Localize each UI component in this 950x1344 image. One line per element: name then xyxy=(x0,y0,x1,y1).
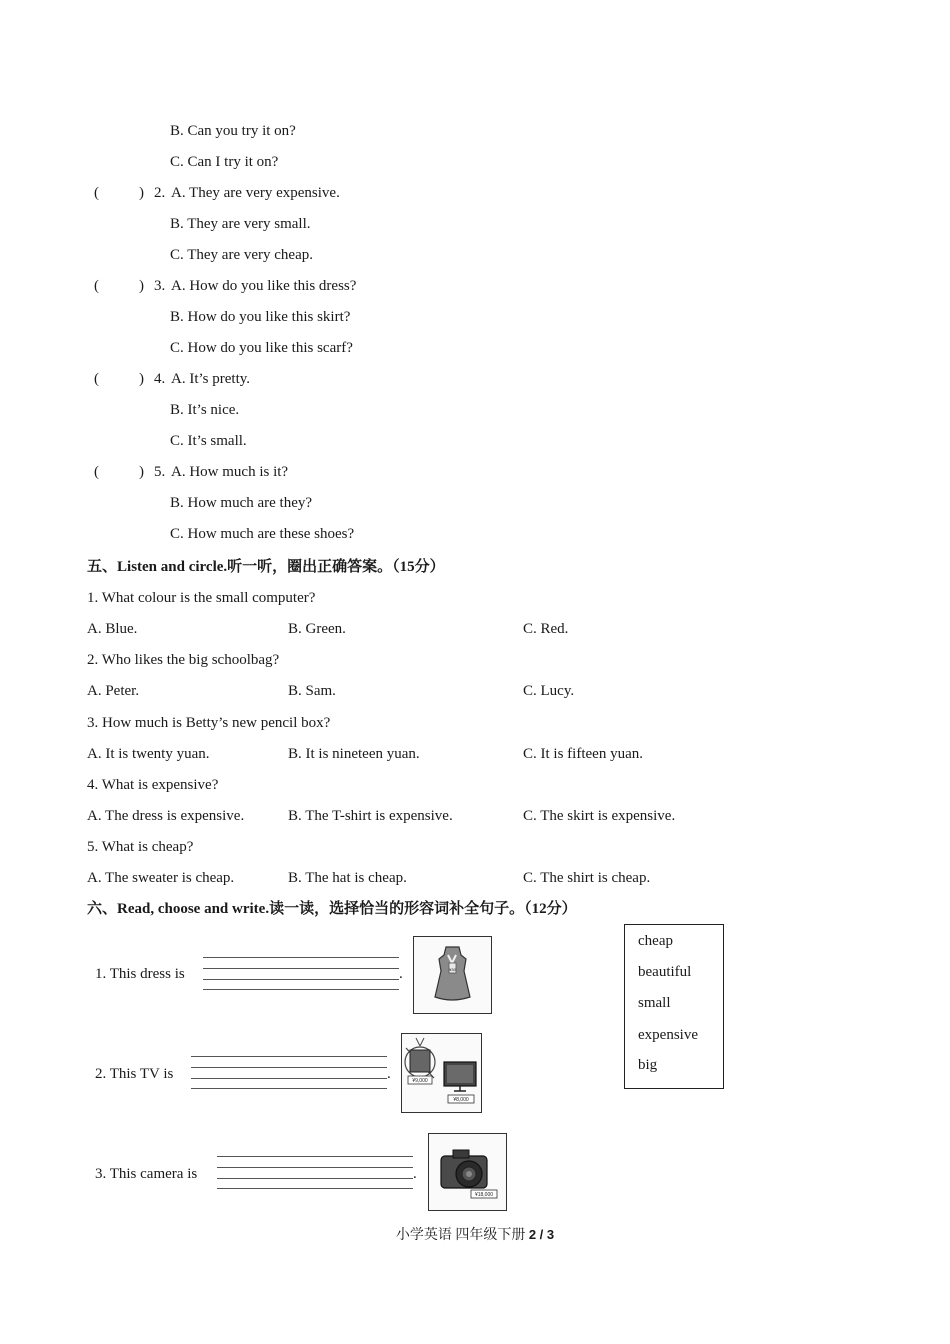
sentence-2: 2. This TV is xyxy=(95,1066,174,1082)
answer-paren-open: ( xyxy=(94,185,99,201)
word-bank-item: cheap xyxy=(638,933,673,949)
sentence-3-period: . xyxy=(413,1166,417,1182)
sentence-1-period: . xyxy=(399,966,403,982)
section5-num: 五、 xyxy=(87,559,118,575)
word-bank xyxy=(624,924,724,1089)
option-text: C. How do you like this scarf? xyxy=(170,340,353,356)
camera-icon xyxy=(429,1134,506,1210)
listen-question: 2. Who likes the big schoolbag? xyxy=(87,652,280,668)
answer-paren-close: ) xyxy=(139,278,144,294)
answer-blank[interactable] xyxy=(103,277,137,295)
option-text: A. How do you like this dress? xyxy=(171,278,357,294)
choice-a[interactable]: A. It is twenty yuan. xyxy=(87,746,210,762)
option-text: A. They are very expensive. xyxy=(171,185,340,201)
dress-price-tag: ¥30 xyxy=(449,967,456,972)
choice-a[interactable]: A. The dress is expensive. xyxy=(87,808,245,824)
answer-paren-open: ( xyxy=(94,278,99,294)
section5-heading xyxy=(87,558,445,576)
question-number: 5. xyxy=(154,464,166,480)
word-bank-item: expensive xyxy=(638,1027,698,1043)
option-text: B. How do you like this skirt? xyxy=(170,309,351,325)
tv-price-tag-2: ¥8,000 xyxy=(453,1097,469,1103)
answer-lines-3[interactable] xyxy=(217,1156,413,1190)
choice-b[interactable]: B. The hat is cheap. xyxy=(288,870,407,886)
footer-text: 小学英语 四年级下册 xyxy=(395,1228,526,1243)
camera-picture xyxy=(428,1133,507,1211)
choice-b[interactable]: B. Sam. xyxy=(288,683,336,699)
tv-picture xyxy=(401,1033,482,1113)
tv-icon xyxy=(402,1034,481,1112)
answer-lines-1[interactable] xyxy=(203,957,399,991)
choice-a[interactable]: A. Peter. xyxy=(87,683,140,699)
option-text: A. It’s pretty. xyxy=(171,371,251,387)
section6-title-cn: 读一读，选择恰当的形容词补全句子。（12分） xyxy=(269,901,577,917)
section5-title-cn: 听一听，圈出正确答案。（15分） xyxy=(227,559,445,575)
choice-c[interactable]: C. It is fifteen yuan. xyxy=(523,746,643,762)
answer-paren-open: ( xyxy=(94,464,99,480)
choice-b[interactable]: B. The T-shirt is expensive. xyxy=(288,808,453,824)
option-text: C. It’s small. xyxy=(170,433,247,449)
choice-c[interactable]: C. The skirt is expensive. xyxy=(523,808,676,824)
sentence-2-period: . xyxy=(387,1066,391,1082)
camera-price-tag: ¥18,000 xyxy=(474,1192,494,1198)
listen-question: 1. What colour is the small computer? xyxy=(87,590,316,606)
sentence-1: 1. This dress is xyxy=(95,966,185,982)
choice-b[interactable]: B. Green. xyxy=(288,621,346,637)
choice-c[interactable]: C. Lucy. xyxy=(523,683,575,699)
answer-blank[interactable] xyxy=(103,370,137,388)
answer-paren-close: ) xyxy=(139,464,144,480)
tv-price-tag-1: ¥9,000 xyxy=(412,1078,428,1084)
answer-blank[interactable] xyxy=(103,463,137,481)
dress-icon xyxy=(414,937,491,1013)
section6-heading xyxy=(87,900,577,918)
word-bank-item: small xyxy=(638,995,671,1011)
choice-a[interactable]: A. Blue. xyxy=(87,621,138,637)
option-text: A. How much is it? xyxy=(171,464,289,480)
option-text: B. It’s nice. xyxy=(170,402,240,418)
question-number: 3. xyxy=(154,278,166,294)
option-text: B. How much are they? xyxy=(170,495,313,511)
answer-paren-close: ) xyxy=(139,185,144,201)
sentence-3: 3. This camera is xyxy=(95,1166,198,1182)
listen-question: 4. What is expensive? xyxy=(87,777,219,793)
answer-paren-close: ) xyxy=(139,371,144,387)
section6-num: 六、 xyxy=(87,901,118,917)
section6-title-en: Read, choose and write. xyxy=(117,901,270,917)
answer-lines-2[interactable] xyxy=(191,1056,387,1090)
choice-c[interactable]: C. The shirt is cheap. xyxy=(523,870,651,886)
listen-question: 3. How much is Betty’s new pencil box? xyxy=(87,715,331,731)
word-bank-item: big xyxy=(638,1057,658,1073)
choice-a[interactable]: A. The sweater is cheap. xyxy=(87,870,235,886)
answer-paren-open: ( xyxy=(94,371,99,387)
section5-title-en: Listen and circle. xyxy=(117,559,228,575)
word-bank-item: beautiful xyxy=(638,964,692,980)
option-text: B. They are very small. xyxy=(170,216,311,232)
option-text: B. Can you try it on? xyxy=(170,123,296,139)
listen-question: 5. What is cheap? xyxy=(87,839,194,855)
choice-b[interactable]: B. It is nineteen yuan. xyxy=(288,746,420,762)
question-number: 2. xyxy=(154,185,166,201)
page-footer xyxy=(0,1226,950,1245)
option-text: C. Can I try it on? xyxy=(170,154,279,170)
answer-blank[interactable] xyxy=(103,184,137,202)
option-text: C. How much are these shoes? xyxy=(170,526,355,542)
question-number: 4. xyxy=(154,371,166,387)
dress-picture xyxy=(413,936,492,1014)
choice-c[interactable]: C. Red. xyxy=(523,621,569,637)
page-number: 2 / 3 xyxy=(528,1227,555,1242)
option-text: C. They are very cheap. xyxy=(170,247,313,263)
